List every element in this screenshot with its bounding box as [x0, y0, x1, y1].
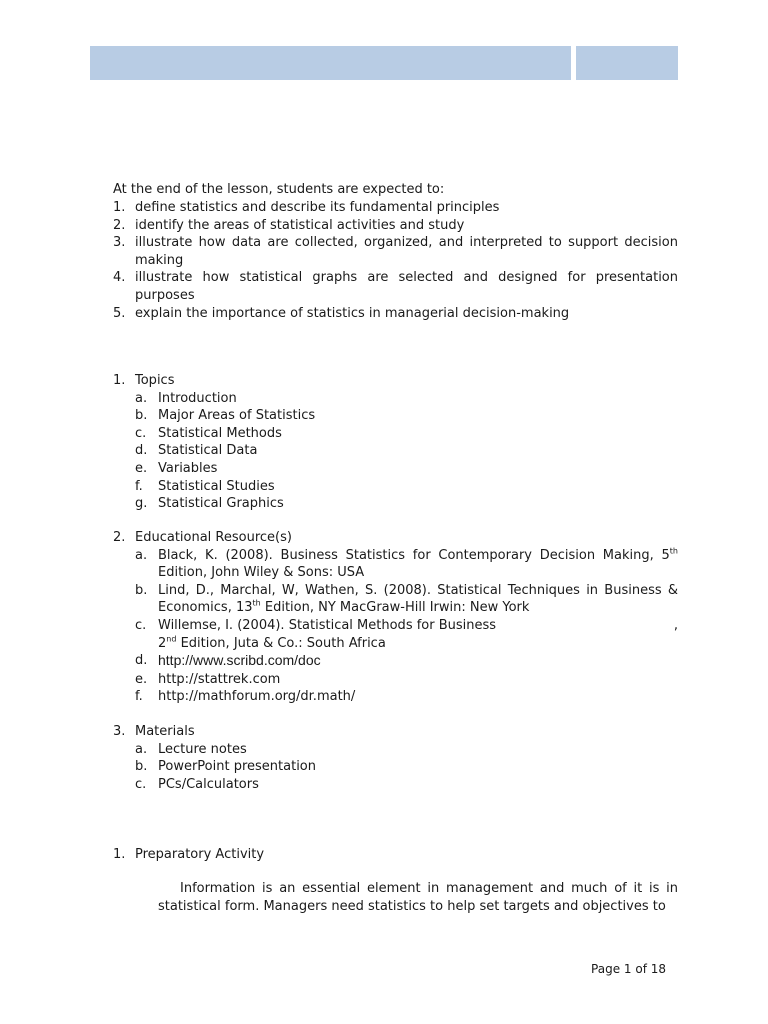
topic-text: Statistical Data: [158, 443, 258, 459]
material-item: [113, 758, 678, 776]
materials-heading: [113, 723, 678, 741]
resource-letter: a.: [135, 547, 148, 563]
section-title: Preparatory Activity: [135, 847, 265, 862]
objective-text: define statistics and describe its fundamental principles: [135, 200, 500, 215]
resource-item: [113, 688, 678, 706]
page-number: Page 1 of 18: [591, 962, 666, 976]
topic-text: Variables: [158, 460, 218, 476]
topic-item: [113, 442, 678, 460]
topics-section: [113, 372, 678, 513]
objective-text: illustrate how statistical graphs are selected and designed for presentation purposes: [135, 270, 678, 303]
objective-number: 4.: [113, 270, 126, 286]
topic-item: [113, 425, 678, 443]
material-letter: c.: [135, 776, 147, 792]
resource-text-cont: Edition, Juta & Co.: South Africa: [176, 635, 386, 651]
resource-item: [113, 547, 678, 582]
resource-sup: th: [252, 599, 261, 609]
objective-number: 5.: [113, 305, 126, 321]
resource-text-cont: Economics, 13: [158, 600, 253, 616]
activity-paragraph: Information is an essential element in management and much of it is in statistical form. Managers need statistics to help set targets and objectives to: [158, 881, 678, 914]
resource-sup: nd: [166, 634, 177, 644]
section-number: 2.: [113, 530, 126, 545]
header-bar-left: [90, 46, 571, 80]
objective-text: identify the areas of statistical activities and study: [135, 217, 465, 233]
resource-text: Black, K. (2008). Business Statistics for Contemporary Decision Making, 5: [158, 547, 670, 563]
objective-item: [113, 305, 678, 323]
material-letter: b.: [135, 759, 148, 775]
resource-link[interactable]: http://mathforum.org/dr.math/: [158, 689, 356, 705]
material-item: [113, 776, 678, 794]
objective-item: [113, 217, 678, 235]
resource-letter: c.: [135, 617, 147, 633]
material-letter: a.: [135, 741, 148, 757]
activity-heading: [113, 846, 678, 864]
topic-letter: b.: [135, 408, 148, 424]
resources-section: [113, 529, 678, 706]
topic-letter: g.: [135, 496, 148, 512]
resources-heading: [113, 529, 678, 547]
section-title: Materials: [135, 724, 195, 739]
topic-item: [113, 495, 678, 513]
topic-item: [113, 478, 678, 496]
resource-text-cont: Edition, John Wiley & Sons: USA: [158, 565, 365, 581]
resource-letter: d.: [135, 653, 148, 669]
resource-letter: f.: [135, 689, 143, 705]
objective-item: [113, 199, 678, 217]
topics-heading: [113, 372, 678, 390]
resource-text-cont: 2: [158, 635, 167, 651]
objective-text: explain the importance of statistics in managerial decision-making: [135, 305, 570, 321]
topic-text: Statistical Studies: [158, 478, 275, 494]
resource-text-cont: Edition, NY MacGraw-Hill Irwin: New York: [260, 600, 530, 616]
resource-text: Willemse, I. (2004). Statistical Methods for Business: [158, 617, 497, 633]
resource-sup: th: [669, 546, 678, 556]
section-number: 3.: [113, 724, 126, 739]
section-title: Topics: [135, 373, 175, 388]
resource-link[interactable]: http://www.scribd.com/doc: [158, 652, 321, 669]
material-text: PowerPoint presentation: [158, 759, 316, 775]
objective-number: 2.: [113, 217, 126, 233]
topic-letter: e.: [135, 460, 148, 476]
resource-item: [113, 671, 678, 689]
section-number: 1.: [113, 847, 126, 862]
objectives-section: [113, 181, 678, 322]
objective-item: [113, 269, 678, 304]
topic-item: [113, 407, 678, 425]
material-text: Lecture notes: [158, 741, 247, 757]
resource-item: [113, 617, 678, 652]
objective-number: 1.: [113, 200, 126, 215]
resource-letter: b.: [135, 582, 148, 598]
objective-text: illustrate how data are collected, organized, and interpreted to support decision making: [135, 235, 678, 268]
materials-section: [113, 723, 678, 793]
resource-item: [113, 582, 678, 617]
topic-text: Major Areas of Statistics: [158, 408, 316, 424]
section-title: Educational Resource(s): [135, 530, 292, 545]
topic-letter: c.: [135, 425, 147, 441]
section-number: 1.: [113, 373, 126, 388]
header-bar-right: [576, 46, 678, 80]
topic-item: [113, 390, 678, 408]
resource-text-end: ,: [673, 617, 678, 633]
topic-letter: a.: [135, 390, 148, 406]
activity-section: [113, 846, 678, 864]
objective-number: 3.: [113, 235, 126, 251]
resource-link[interactable]: http://stattrek.com: [158, 671, 281, 687]
topic-text: Statistical Methods: [158, 425, 282, 441]
topic-letter: f.: [135, 478, 143, 494]
resource-item: [113, 652, 678, 671]
topic-text: Statistical Graphics: [158, 496, 284, 512]
topic-text: Introduction: [158, 390, 237, 406]
objectives-intro: At the end of the lesson, students are expected to:: [113, 182, 445, 197]
resource-letter: e.: [135, 671, 148, 687]
objective-item: [113, 234, 678, 269]
material-text: PCs/Calculators: [158, 776, 259, 792]
topic-letter: d.: [135, 443, 148, 459]
material-item: [113, 741, 678, 759]
topic-item: [113, 460, 678, 478]
resource-text: Lind, D., Marchal, W, Wathen, S. (2008). Statistical Techniques in Business &: [158, 582, 678, 598]
